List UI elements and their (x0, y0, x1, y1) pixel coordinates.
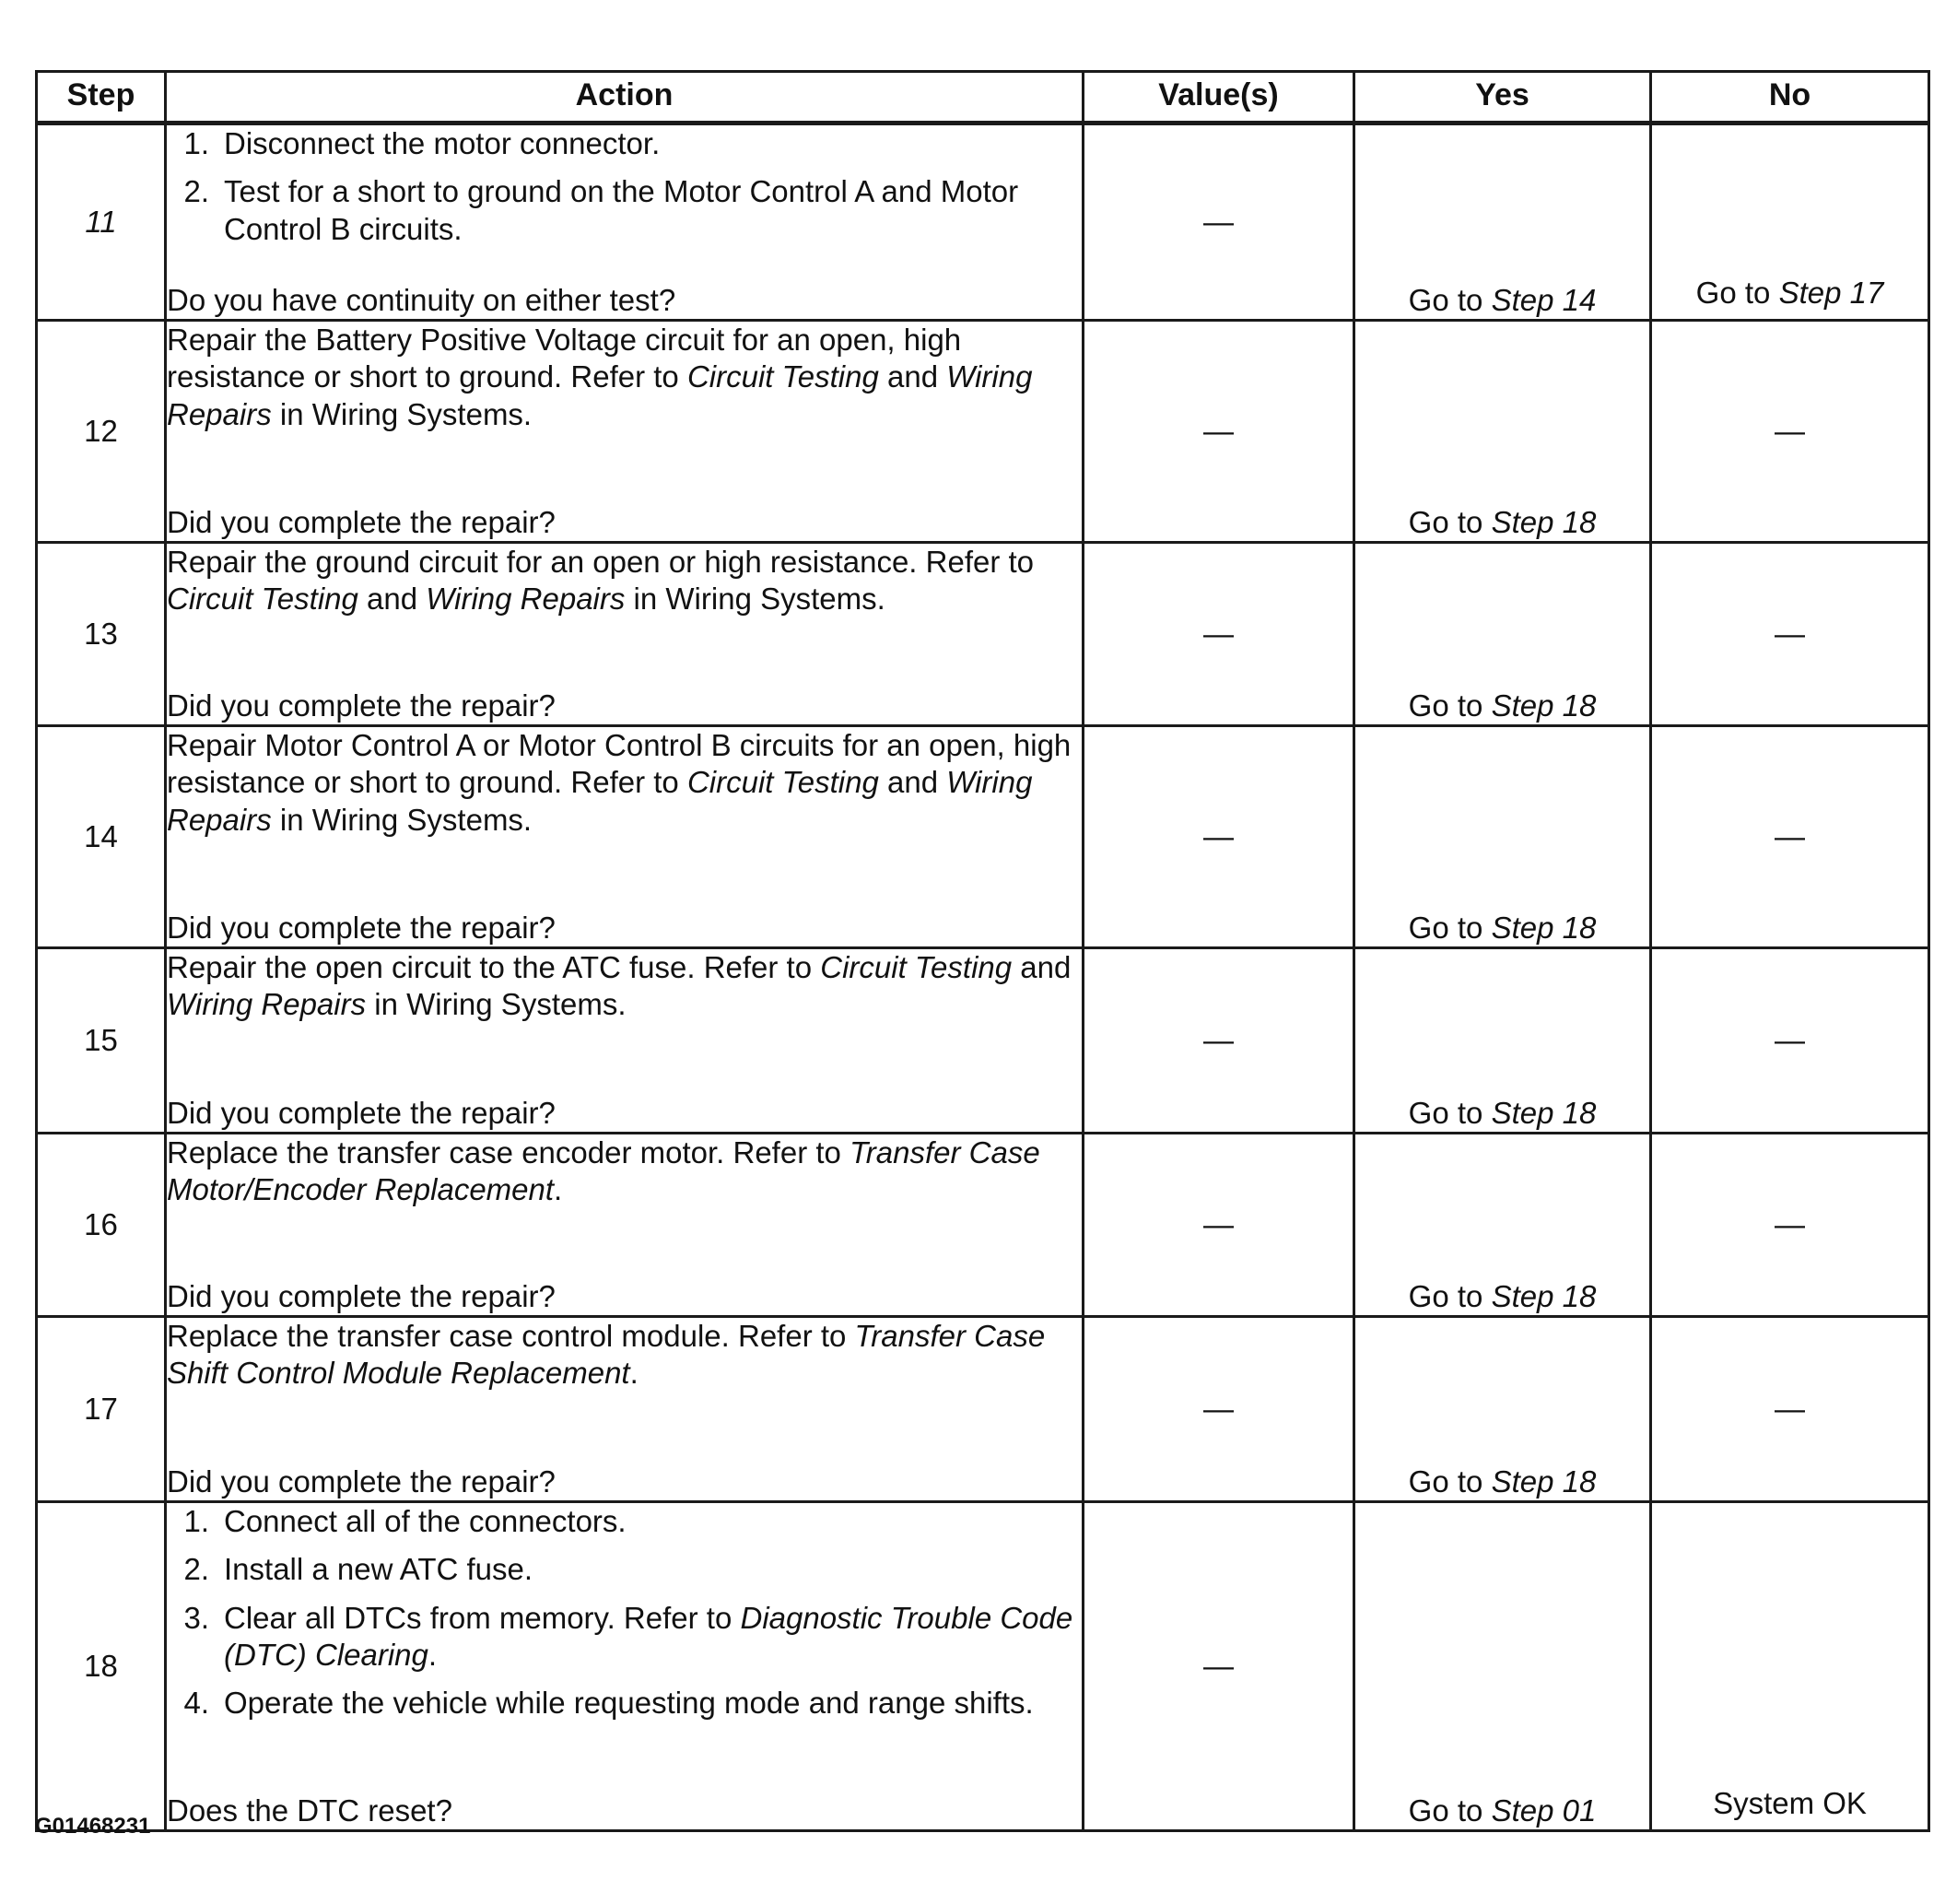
numbered-step-item (167, 173, 1082, 248)
action-cell (166, 1317, 1084, 1502)
yes-go-to: Go to (1408, 1095, 1483, 1130)
action-question: Did you complete the repair? (167, 688, 556, 723)
value-cell: — (1084, 1502, 1354, 1831)
action-question: Did you complete the repair? (167, 504, 556, 539)
no-result-text: System OK (1713, 1785, 1867, 1820)
action-question: Did you complete the repair? (167, 910, 556, 945)
action-question: Did you complete the repair? (167, 1463, 556, 1499)
header-yes: Yes (1354, 72, 1651, 123)
action-content (167, 125, 1082, 319)
action-cell (166, 1502, 1084, 1831)
action-text-part: Replace the transfer case control module. Refer to (167, 1319, 855, 1353)
yes-cell (1354, 123, 1651, 321)
action-content (167, 544, 1082, 724)
yes-step-reference: Step 18 (1491, 504, 1597, 539)
action-text-part: and (878, 765, 947, 800)
yes-go-to: Go to (1408, 688, 1483, 723)
step-item-number: 1. (183, 1504, 209, 1538)
action-text-part: in Wiring Systems. (271, 802, 533, 837)
value-cell: — (1084, 1134, 1354, 1317)
action-question: Do you have continuity on either test? (167, 282, 676, 317)
header-no: No (1651, 72, 1929, 123)
value-cell: — (1084, 321, 1354, 543)
numbered-step-item (167, 1503, 1082, 1540)
numbered-step-item (167, 1551, 1082, 1588)
no-cell (1651, 123, 1929, 321)
header-action: Action (166, 72, 1084, 123)
table-row-step-15 (37, 948, 1929, 1134)
action-instructions (167, 949, 1082, 1024)
yes-go-to: Go to (1408, 1278, 1483, 1313)
value-cell: — (1084, 543, 1354, 726)
table-row-step-18 (37, 1502, 1929, 1831)
no-step-reference: Step 17 (1778, 275, 1884, 310)
yes-step-reference: Step 14 (1491, 282, 1597, 317)
yes-cell (1354, 321, 1651, 543)
reference-link-text: Wiring Repairs (167, 765, 1033, 837)
action-question: Did you complete the repair? (167, 1095, 556, 1130)
action-cell (166, 123, 1084, 321)
yes-go-to: Go to (1408, 1463, 1483, 1499)
no-cell (1651, 1502, 1929, 1831)
yes-go-to: Go to (1408, 504, 1483, 539)
action-instructions (167, 1134, 1082, 1209)
step-item-text: Operate the vehicle while requesting mode and range shifts. (224, 1686, 1034, 1720)
step-number: 13 (37, 543, 166, 726)
step-item-number: 2. (183, 174, 209, 209)
no-result-text: — (1775, 1206, 1805, 1241)
reference-link-text: Transfer Case Motor/Encoder Replacement (167, 1135, 1040, 1207)
action-instructions (167, 727, 1082, 839)
action-instructions (167, 1503, 1082, 1733)
reference-link-text: Circuit Testing (167, 582, 358, 617)
yes-step-reference: Step 18 (1491, 1095, 1597, 1130)
no-cell (1651, 321, 1929, 543)
action-cell (166, 321, 1084, 543)
action-question: Does the DTC reset? (167, 1792, 452, 1828)
table-row-step-16 (37, 1134, 1929, 1317)
action-cell (166, 948, 1084, 1134)
header-step: Step (37, 72, 166, 123)
action-text-part: and (1012, 950, 1072, 984)
reference-link-text: Wiring Repairs (426, 582, 626, 617)
action-instructions (167, 125, 1082, 259)
no-cell (1651, 1134, 1929, 1317)
figure-code: G01468231 (35, 1814, 151, 1839)
step-item-text: Test for a short to ground on the Motor Control A and Motor Control B circuits. (224, 174, 1019, 246)
table-row-step-12 (37, 321, 1929, 543)
no-result-text: — (1775, 818, 1805, 853)
action-question: Did you complete the repair? (167, 1278, 556, 1313)
action-text-part: Replace the transfer case encoder motor. Refer to (167, 1135, 850, 1169)
action-text-part: Repair the Battery Positive Voltage circuit for an open, high resistance or short to ground. Refer to (167, 323, 962, 394)
reference-link-text: Circuit Testing (686, 765, 879, 800)
numbered-step-item (167, 125, 1082, 162)
header-values: Value(s) (1084, 72, 1354, 123)
value-cell: — (1084, 948, 1354, 1134)
value-cell: — (1084, 1317, 1354, 1502)
step-item-text (224, 1600, 1082, 1675)
action-text-part: . (428, 1637, 438, 1672)
yes-go-to: Go to (1408, 282, 1483, 317)
step-number: 12 (37, 321, 166, 543)
action-text-part: . (629, 1356, 639, 1391)
no-cell (1651, 948, 1929, 1134)
diagnostic-table (35, 70, 1930, 1832)
action-text-part: Repair Motor Control A or Motor Control B circuits for an open, high resistance or short to ground. Refer to (167, 728, 1072, 800)
step-number: 15 (37, 948, 166, 1134)
action-cell (166, 1134, 1084, 1317)
no-result-text: — (1775, 413, 1805, 448)
action-content (167, 949, 1082, 1132)
action-text-part: . (554, 1172, 563, 1207)
yes-step-reference: Step 01 (1491, 1792, 1597, 1828)
yes-cell (1354, 726, 1651, 948)
yes-step-reference: Step 18 (1491, 1463, 1597, 1499)
action-content (167, 1134, 1082, 1315)
no-result-text: — (1775, 1022, 1805, 1057)
yes-cell (1354, 543, 1651, 726)
no-cell (1651, 543, 1929, 726)
step-item-number: 3. (183, 1600, 209, 1635)
yes-cell (1354, 948, 1651, 1134)
step-item-number: 2. (183, 1552, 209, 1587)
action-cell (166, 543, 1084, 726)
step-number: 14 (37, 726, 166, 948)
yes-step-reference: Step 18 (1491, 910, 1597, 945)
numbered-steps (167, 125, 1082, 248)
table-row-step-11 (37, 123, 1929, 321)
reference-link-text: Circuit Testing (686, 359, 879, 394)
step-item-number: 4. (183, 1686, 209, 1720)
action-content (167, 1318, 1082, 1500)
step-number: 18 (37, 1502, 166, 1831)
table-row-step-17 (37, 1317, 1929, 1502)
action-text-part: Repair the ground circuit for an open or high resistance. Refer to (167, 545, 1035, 579)
action-content (167, 322, 1082, 541)
step-number: 16 (37, 1134, 166, 1317)
action-cell (166, 726, 1084, 948)
no-cell (1651, 726, 1929, 948)
header-row (37, 72, 1929, 123)
yes-go-to: Go to (1408, 1792, 1483, 1828)
reference-link-text: Diagnostic Trouble Code (DTC) Clearing (224, 1600, 1073, 1672)
action-text-part: and (357, 582, 427, 617)
action-instructions (167, 1318, 1082, 1393)
step-item-text: Install a new ATC fuse. (224, 1552, 533, 1587)
no-result-text: — (1775, 1391, 1805, 1426)
no-cell (1651, 1317, 1929, 1502)
yes-cell (1354, 1134, 1651, 1317)
table-row-step-13 (37, 543, 1929, 726)
action-content (167, 1503, 1082, 1829)
yes-step-reference: Step 18 (1491, 1278, 1597, 1313)
action-content (167, 727, 1082, 946)
value-cell: — (1084, 726, 1354, 948)
value-cell: — (1084, 123, 1354, 321)
reference-link-text: Wiring Repairs (167, 987, 367, 1022)
action-text-part: Repair the open circuit to the ATC fuse. Refer to (167, 950, 821, 984)
step-number: 11 (37, 123, 166, 321)
no-result-text: — (1775, 616, 1805, 651)
yes-go-to: Go to (1408, 910, 1483, 945)
yes-cell (1354, 1502, 1651, 1831)
action-instructions (167, 322, 1082, 433)
step-item-text: Disconnect the motor connector. (224, 126, 661, 160)
numbered-step-item (167, 1685, 1082, 1722)
step-number: 17 (37, 1317, 166, 1502)
action-text-part: in Wiring Systems. (271, 396, 533, 431)
yes-step-reference: Step 18 (1491, 688, 1597, 723)
table-body (37, 123, 1929, 1831)
action-text-part: in Wiring Systems. (625, 582, 885, 617)
reference-link-text: Circuit Testing (820, 950, 1013, 984)
reference-link-text: Transfer Case Shift Control Module Replacement (167, 1319, 1046, 1391)
reference-link-text: Wiring Repairs (167, 359, 1033, 431)
numbered-step-item (167, 1600, 1082, 1675)
action-text-part: Clear all DTCs from memory. Refer to (224, 1600, 741, 1635)
step-item-number: 1. (183, 126, 209, 160)
action-text-part: in Wiring Systems. (366, 987, 627, 1022)
no-go-to: Go to (1695, 275, 1771, 310)
yes-cell (1354, 1317, 1651, 1502)
table-row-step-14 (37, 726, 1929, 948)
step-item-text: Connect all of the connectors. (224, 1504, 627, 1538)
numbered-steps (167, 1503, 1082, 1722)
action-instructions (167, 544, 1082, 618)
action-text-part: and (878, 359, 947, 394)
